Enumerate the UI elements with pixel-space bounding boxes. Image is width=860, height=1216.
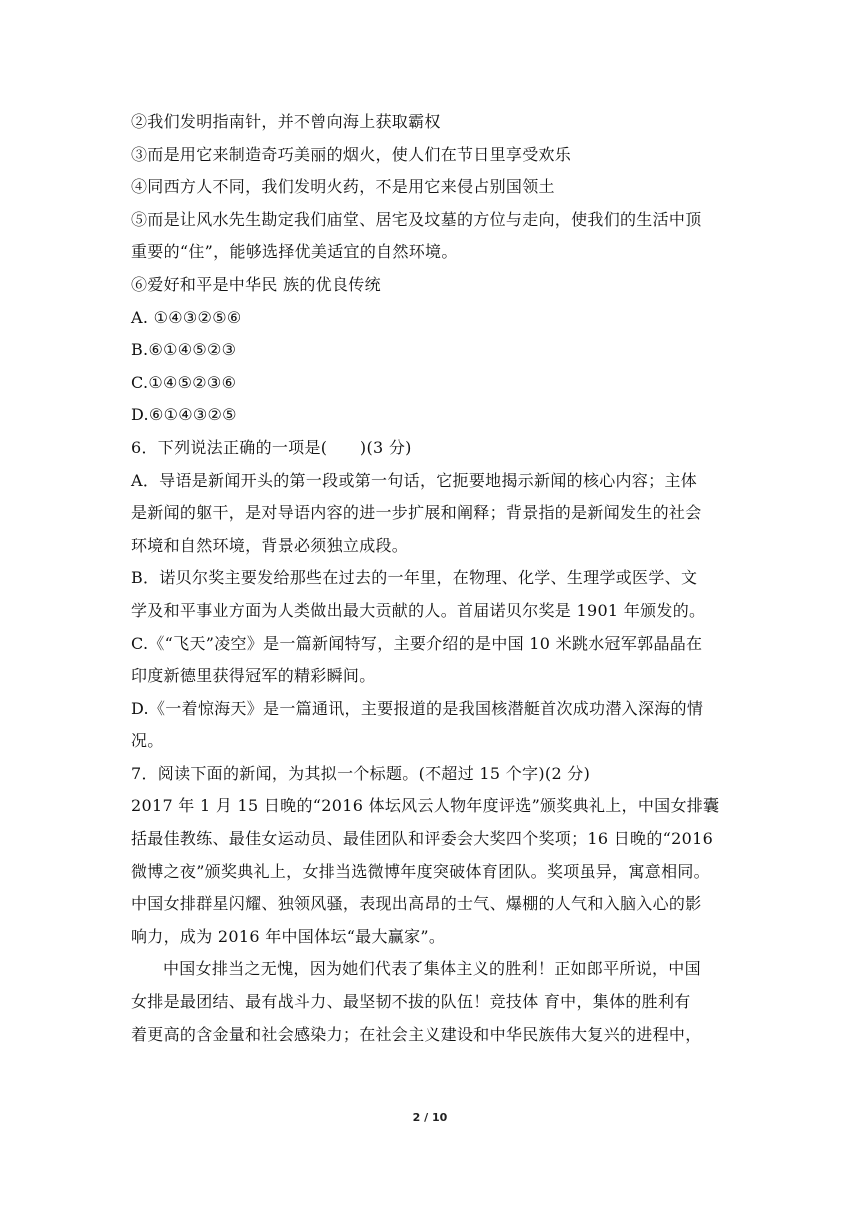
text-line: 学及和平事业方面为人类做出最大贡献的人。首届诺贝尔奖是 1901 年颁发的。	[131, 600, 706, 620]
text-line: ③而是用它来制造奇巧美丽的烟火，使人们在节日里享受欢乐	[131, 144, 572, 164]
option-d: D.⑥①④③②⑤	[131, 405, 237, 425]
text-line: B．诺贝尔奖主要发给那些在过去的一年里，在物理、化学、生理学或医学、文	[131, 568, 698, 588]
text-line: D.《一着惊海天》是一篇通讯，主要报道的是我国核潜艇首次成功潜入深海的情	[131, 698, 704, 718]
option-c: C.①④⑤②③⑥	[131, 372, 237, 392]
text-line: C.《“飞天”凌空》是一篇新闻特写，主要介绍的是中国 10 米跳水冠军郭晶晶在	[131, 633, 703, 653]
text-line: 重要的“住”，能够选择优美适宜的自然环境。	[131, 242, 458, 262]
text-line: 况。	[131, 731, 164, 751]
text-line: 响力，成为 2016 年中国体坛“最大赢家”。	[131, 926, 446, 946]
question-7: 7．阅读下面的新闻，为其拟一个标题。(不超过 15 个字)(2 分)	[131, 763, 591, 783]
text-line: ④同西方人不同，我们发明火药，不是用它来侵占别国领土	[131, 177, 555, 197]
text-line: 环境和自然环境，背景必须独立成段。	[131, 535, 409, 555]
text-line: 是新闻的躯干，是对导语内容的进一步扩展和阐释；背景指的是新闻发生的社会	[131, 503, 702, 523]
text-line: 中国女排群星闪耀、独领风骚，表现出高昂的士气、爆棚的人气和入脑入心的影	[131, 894, 702, 914]
text-line: ⑤而是让风水先生勘定我们庙堂、居宅及坟墓的方位与走向，使我们的生活中顶	[131, 209, 702, 229]
text-line: A．导语是新闻开头的第一段或第一句话，它扼要地揭示新闻的核心内容；主体	[131, 470, 698, 490]
text-line: ②我们发明指南针，并不曾向海上获取霸权	[131, 112, 441, 131]
document-body	[131, 106, 735, 1051]
text-line: 女排是最团结、最有战斗力、最坚韧不拔的队伍！竞技体 育中，集体的胜利有	[131, 992, 691, 1012]
option-a: A. ①④③②⑤⑥	[131, 307, 242, 327]
text-line: ⑥爱好和平是中华民 族的优良传统	[131, 274, 381, 294]
text-line: 2017 年 1 月 15 日晚的“2016 体坛风云人物年度评选”颁奖典礼上，中国女排囊	[131, 796, 720, 816]
text-line: 着更高的含金量和社会感染力；在社会主义建设和中华民族伟大复兴的进程中，	[131, 1024, 702, 1044]
page-number: 2 / 10	[412, 1111, 448, 1124]
text-line: 微博之夜”颁奖典礼上，女排当选微博年度突破体育团队。奖项虽异，寓意相同。	[131, 861, 710, 881]
option-b: B.⑥①④⑤②③	[131, 340, 237, 360]
text-line: 中国女排当之无愧，因为她们代表了集体主义的胜利！正如郎平所说，中国	[163, 959, 701, 979]
text-line: 括最佳教练、最佳女运动员、最佳团队和评委会大奖四个奖项；16 日晚的“2016	[131, 829, 714, 849]
text-line: 印度新德里获得冠军的精彩瞬间。	[131, 666, 376, 686]
question-6: 6．下列说法正确的一项是( )(3 分)	[131, 437, 412, 457]
